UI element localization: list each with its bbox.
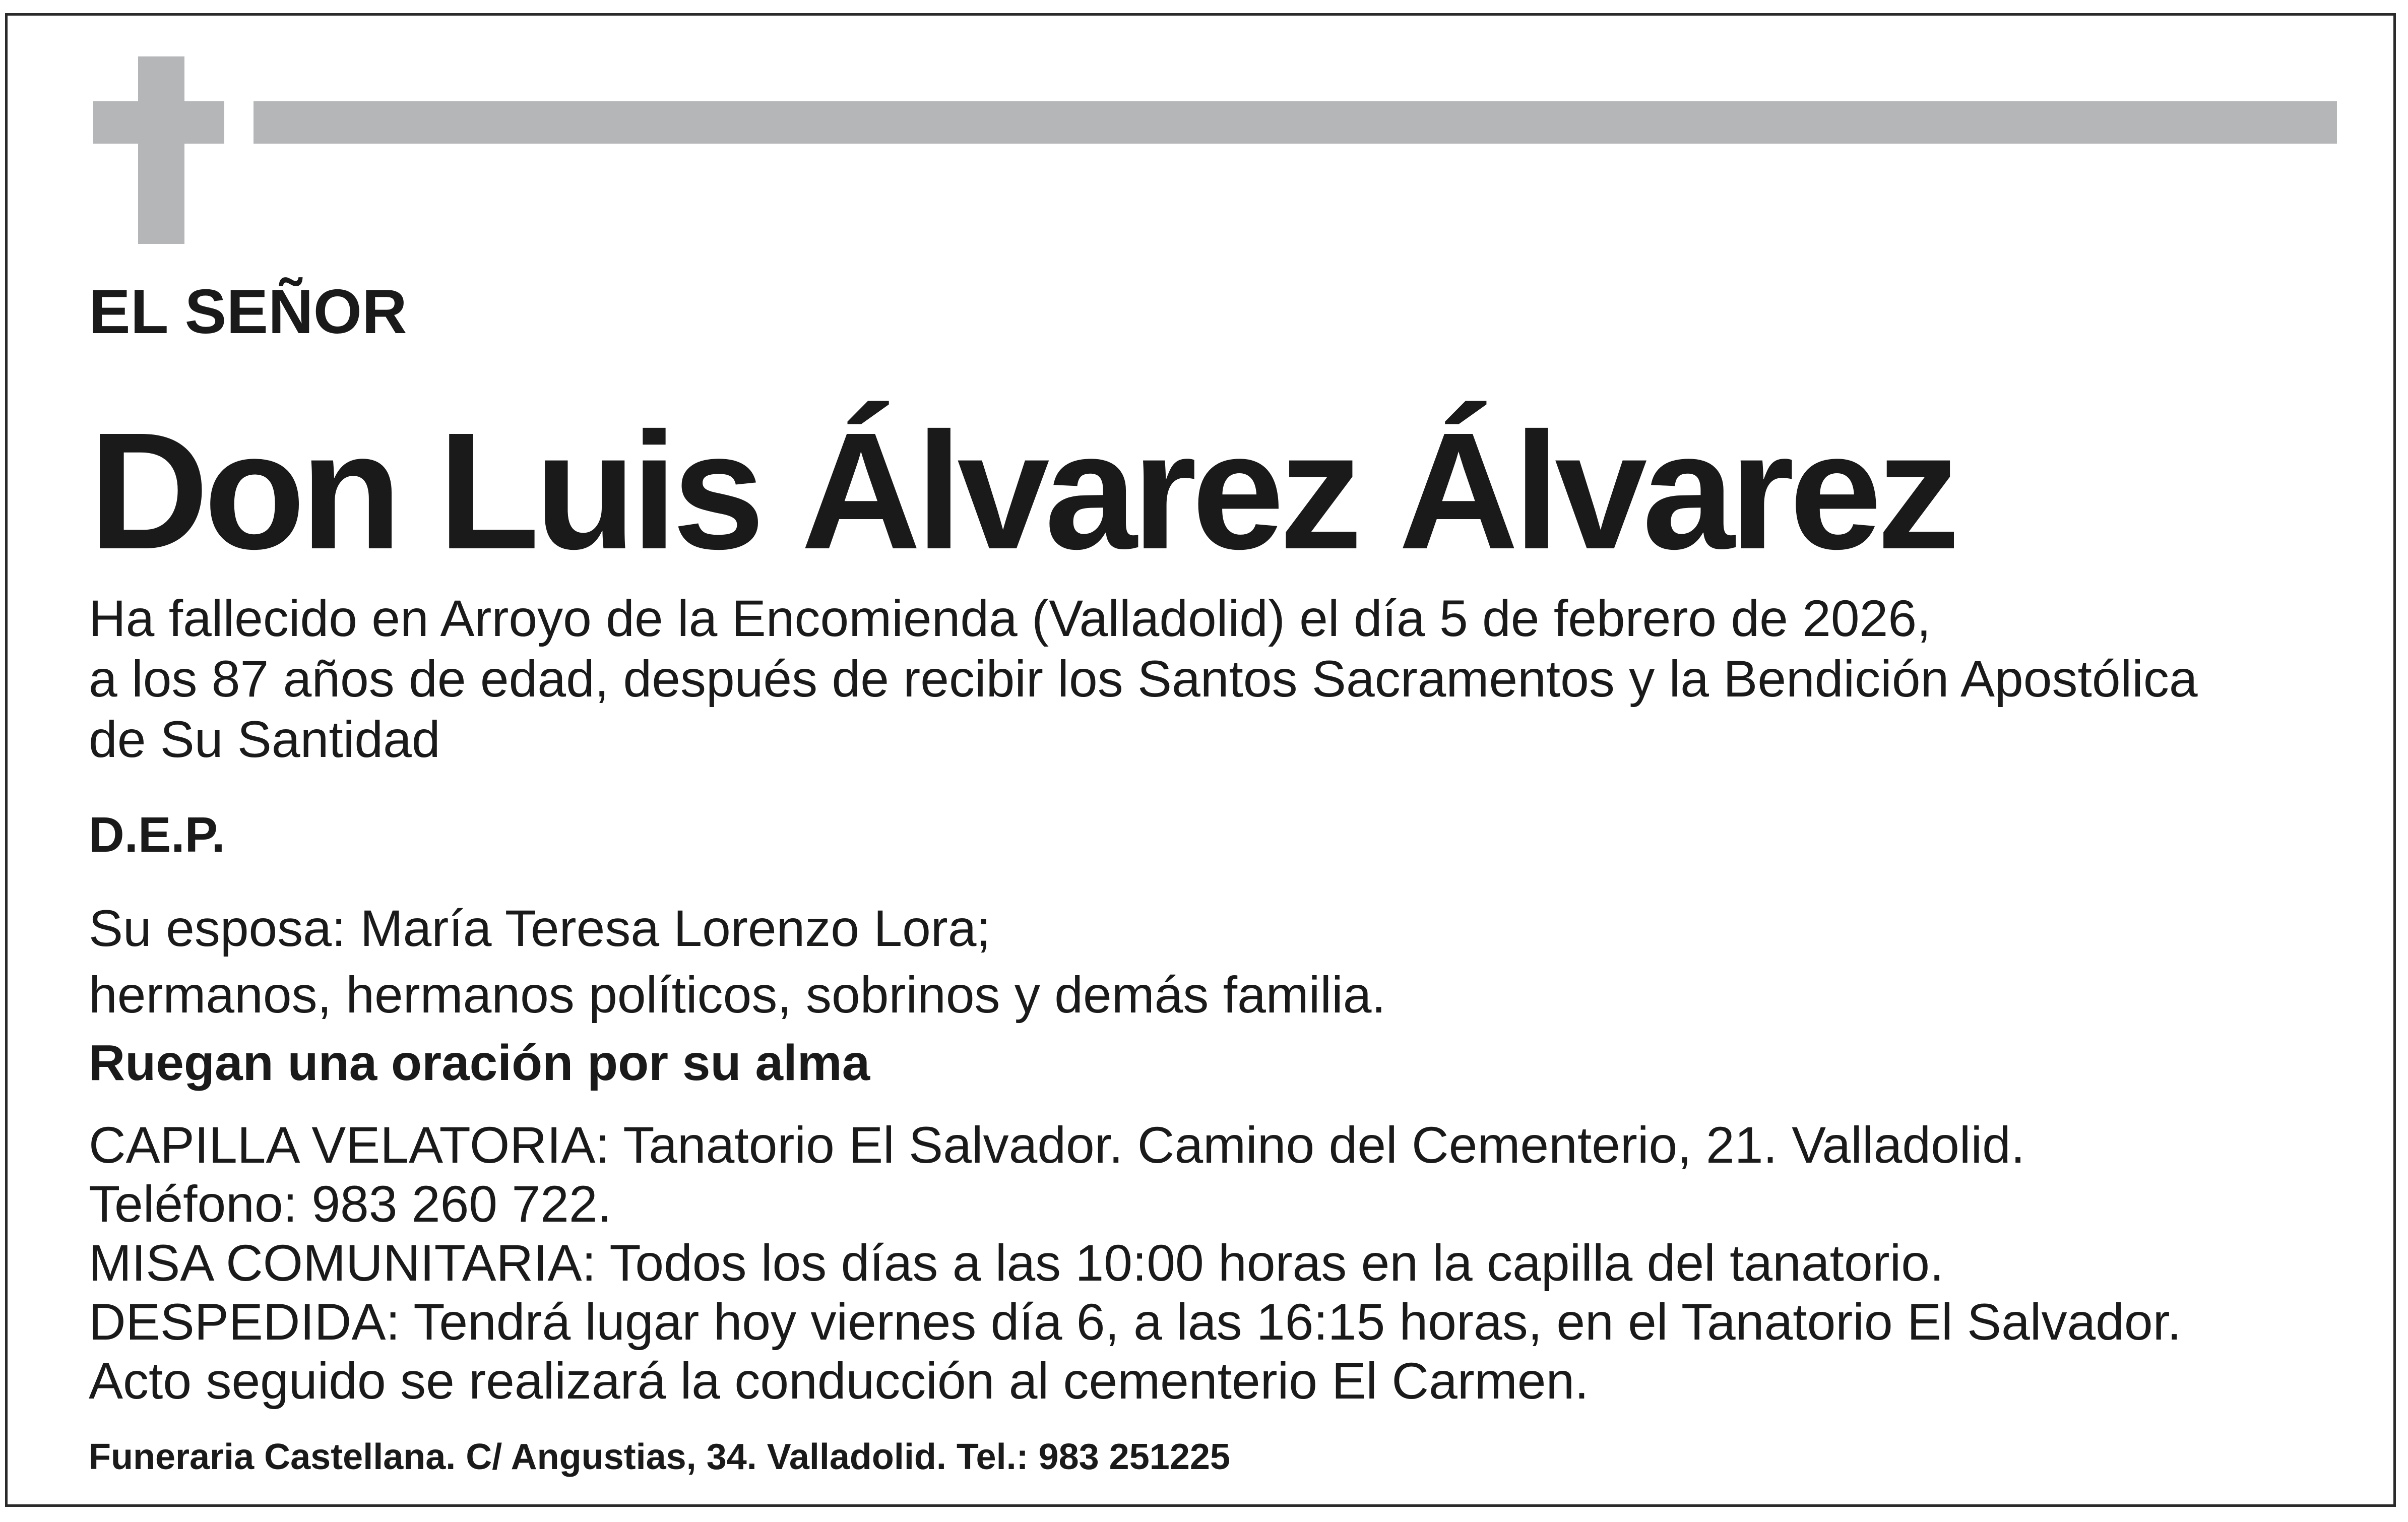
ceremony-line: DESPEDIDA: Tendrá lugar hoy viernes día 6, a las 16:15 horas, en el Tanatorio El Salvador. (89, 1293, 2182, 1351)
funeral-home-footer: Funeraria Castellana. C/ Angustias, 34. Valladolid. Tel.: 983 251225 (89, 1437, 1230, 1477)
header-rule (254, 101, 2337, 144)
announcement-line: a los 87 años de edad, después de recibir los Santos Sacramentos y la Bendición Apostólica (89, 650, 2198, 708)
cross-icon-vertical (138, 56, 184, 244)
death-announcement (89, 588, 2198, 770)
deceased-name: Don Luis Álvarez Álvarez (89, 398, 1955, 584)
cross-icon-horizontal (93, 101, 224, 144)
announcement-line: de Su Santidad (89, 711, 440, 768)
family-list (89, 895, 1386, 1028)
rip-label: D.E.P. (89, 807, 225, 862)
ceremony-line: CAPILLA VELATORIA: Tanatorio El Salvador. Camino del Cementerio, 21. Valladolid. (89, 1116, 2025, 1174)
ceremony-line: Teléfono: 983 260 722. (89, 1175, 612, 1233)
ceremony-line: Acto seguido se realizará la conducción al cementerio El Carmen. (89, 1352, 1589, 1410)
ceremony-details (89, 1116, 2181, 1411)
family-line: Su esposa: María Teresa Lorenzo Lora; (89, 900, 991, 957)
family-line: hermanos, hermanos políticos, sobrinos y demás familia. (89, 966, 1386, 1024)
announcement-line: Ha fallecido en Arroyo de la Encomienda (Valladolid) el día 5 de febrero de 2026, (89, 590, 1931, 647)
deceased-title: EL SEÑOR (89, 277, 407, 347)
prayer-request: Ruegan una oración por su alma (89, 1035, 870, 1091)
ceremony-line: MISA COMUNITARIA: Todos los días a las 10:00 horas en la capilla del tanatorio. (89, 1234, 1944, 1292)
